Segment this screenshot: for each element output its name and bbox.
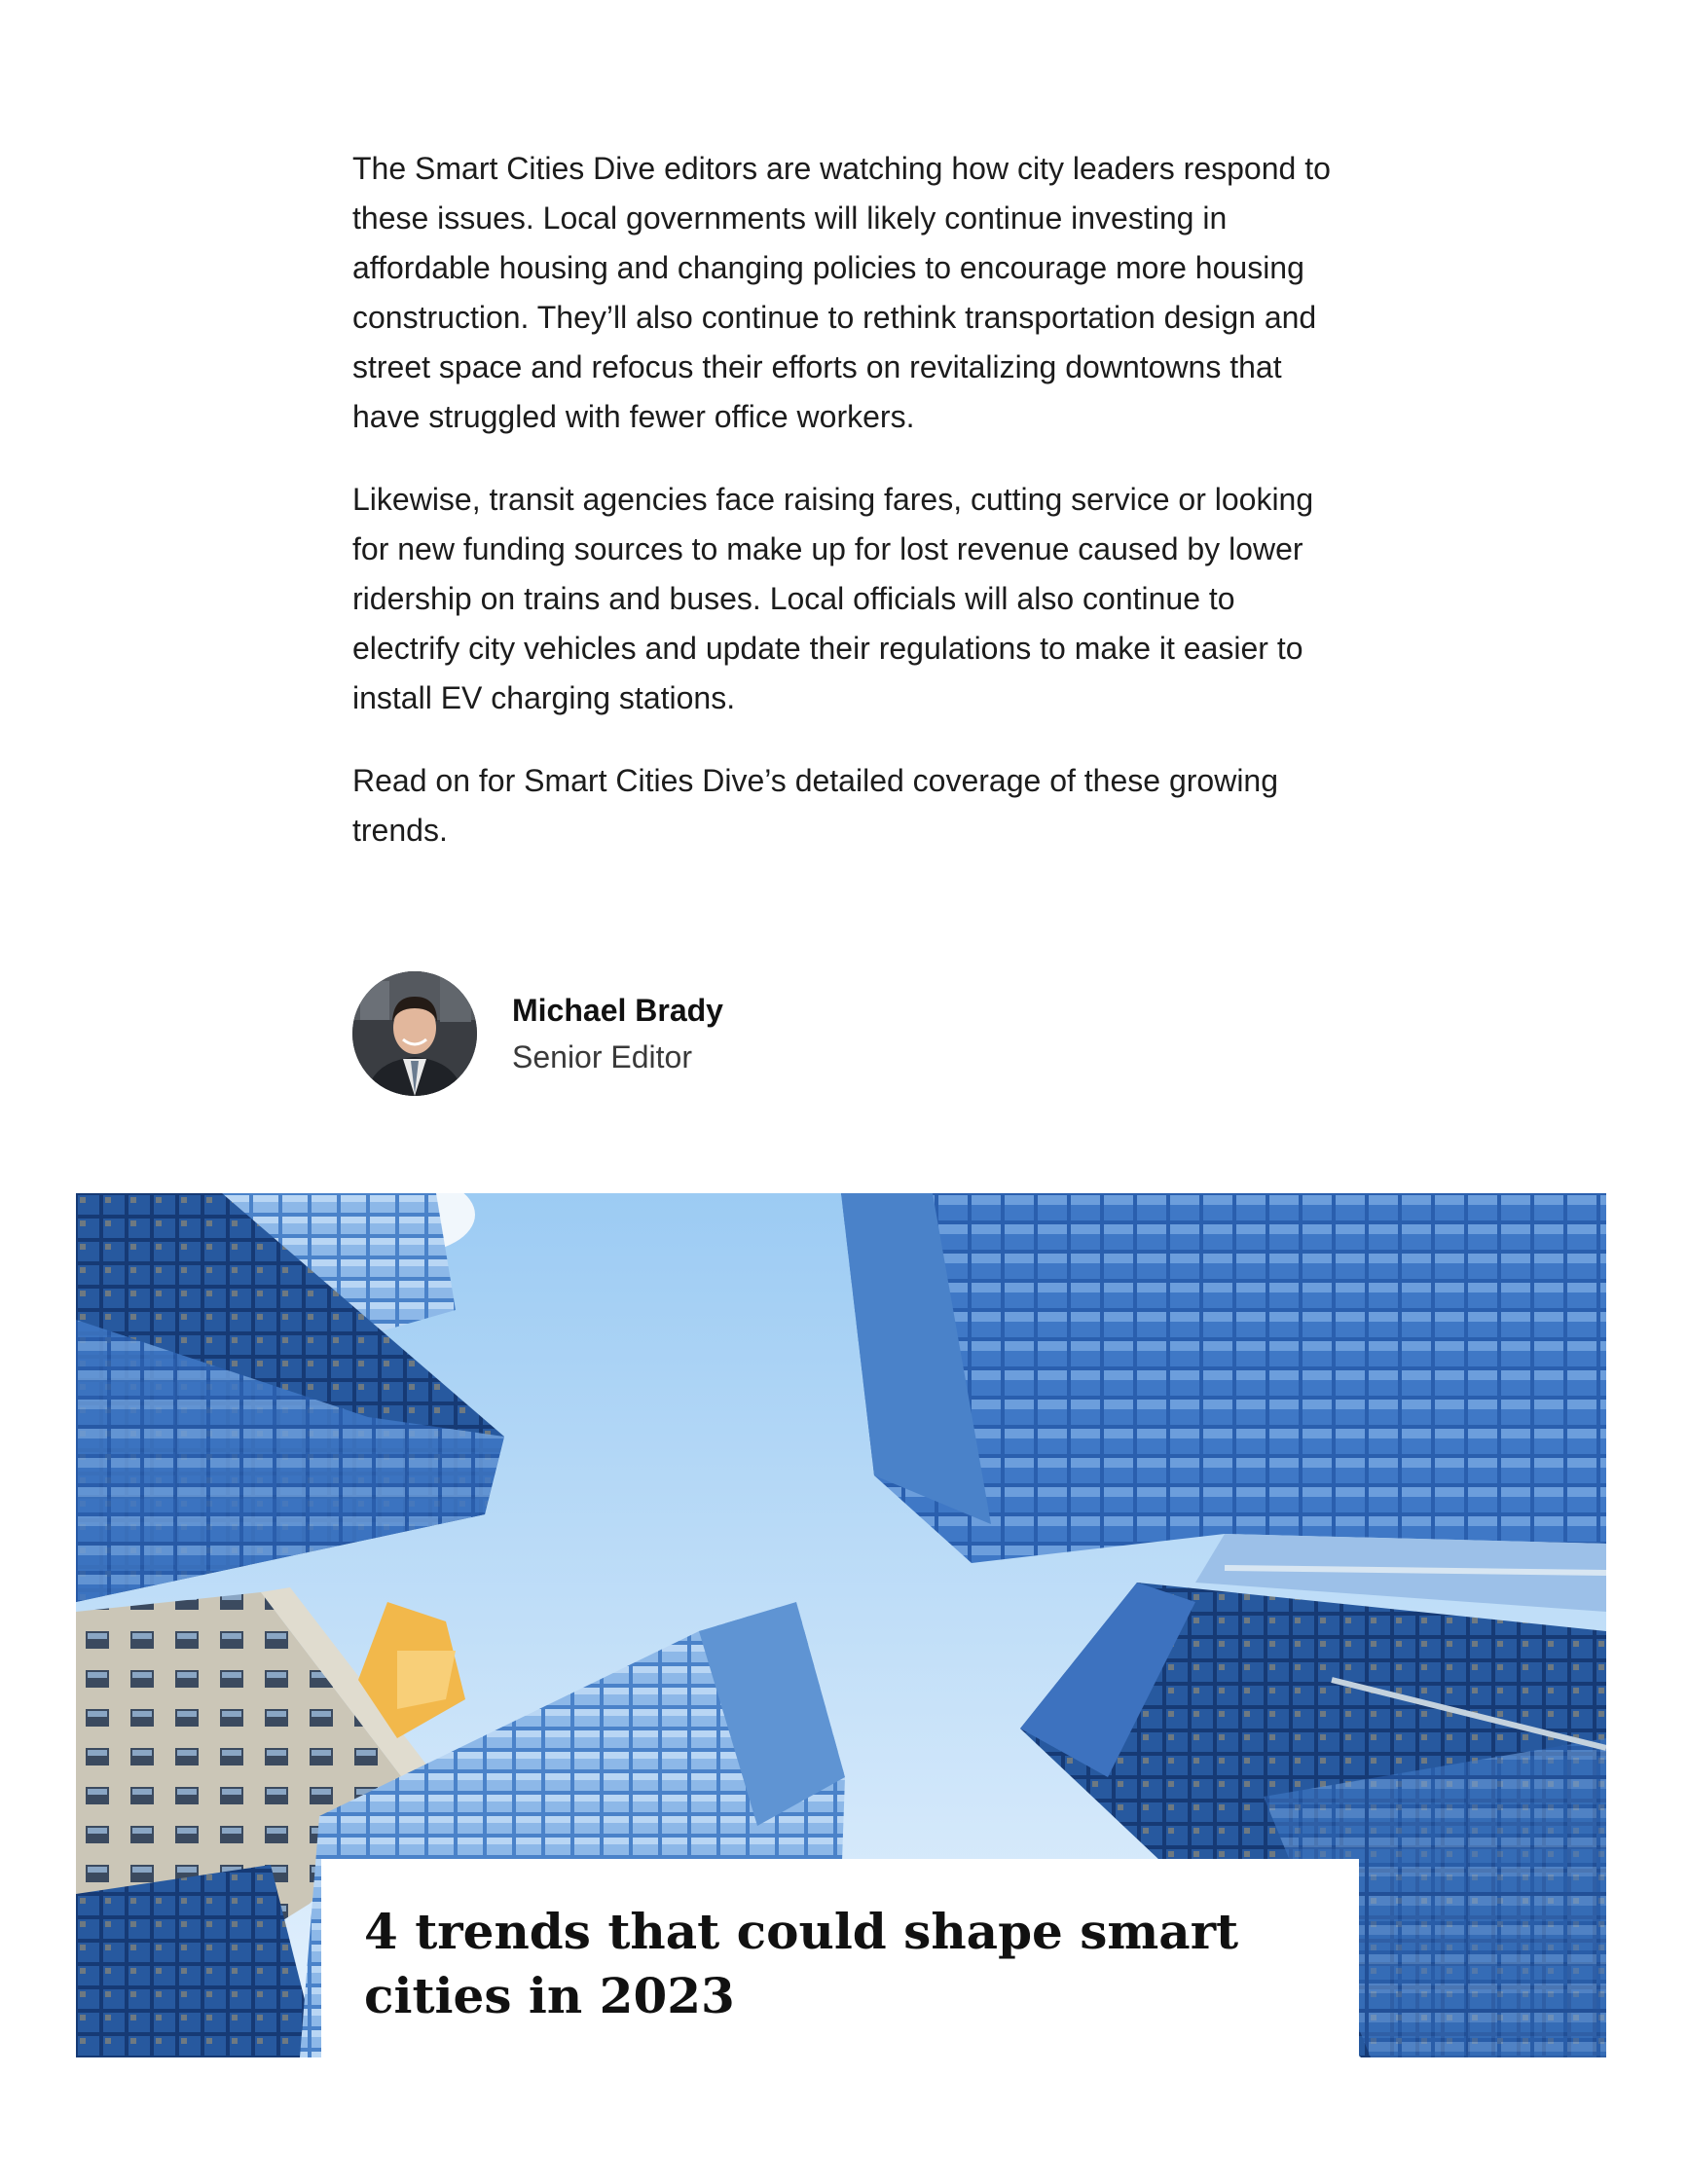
hero-title-card[interactable] — [321, 1859, 1359, 2057]
author-text — [512, 988, 723, 1079]
author-role: Senior Editor — [512, 1039, 692, 1074]
article-paragraph-3: Read on for Smart Cities Dive’s detailed coverage of these growing trends. — [352, 763, 1279, 848]
article-body — [352, 144, 1336, 889]
article-paragraph-1: The Smart Cities Dive editors are watching how city leaders respond to these issues. Local governments will likely continue investing in affordable housing and changing policies to encourage more housing construction. They’ll also continue to rethink transportation design and street space and refocus their efforts on revitalizing downtowns that have struggled with fewer office workers. — [352, 151, 1331, 434]
hero-title[interactable]: 4 trends that could shape smart cities in 2023 — [364, 1903, 1239, 2024]
author-name: Michael Brady — [512, 993, 723, 1028]
article-paragraph-2: Likewise, transit agencies face raising fares, cutting service or looking for new funding sources to make up for lost revenue caused by lower ridership on trains and buses. Local officials will also continue to electrify city vehicles and update their regulations to make it easier to install EV charging stations. — [352, 482, 1314, 715]
avatar — [352, 971, 477, 1096]
author-byline — [352, 970, 723, 1097]
